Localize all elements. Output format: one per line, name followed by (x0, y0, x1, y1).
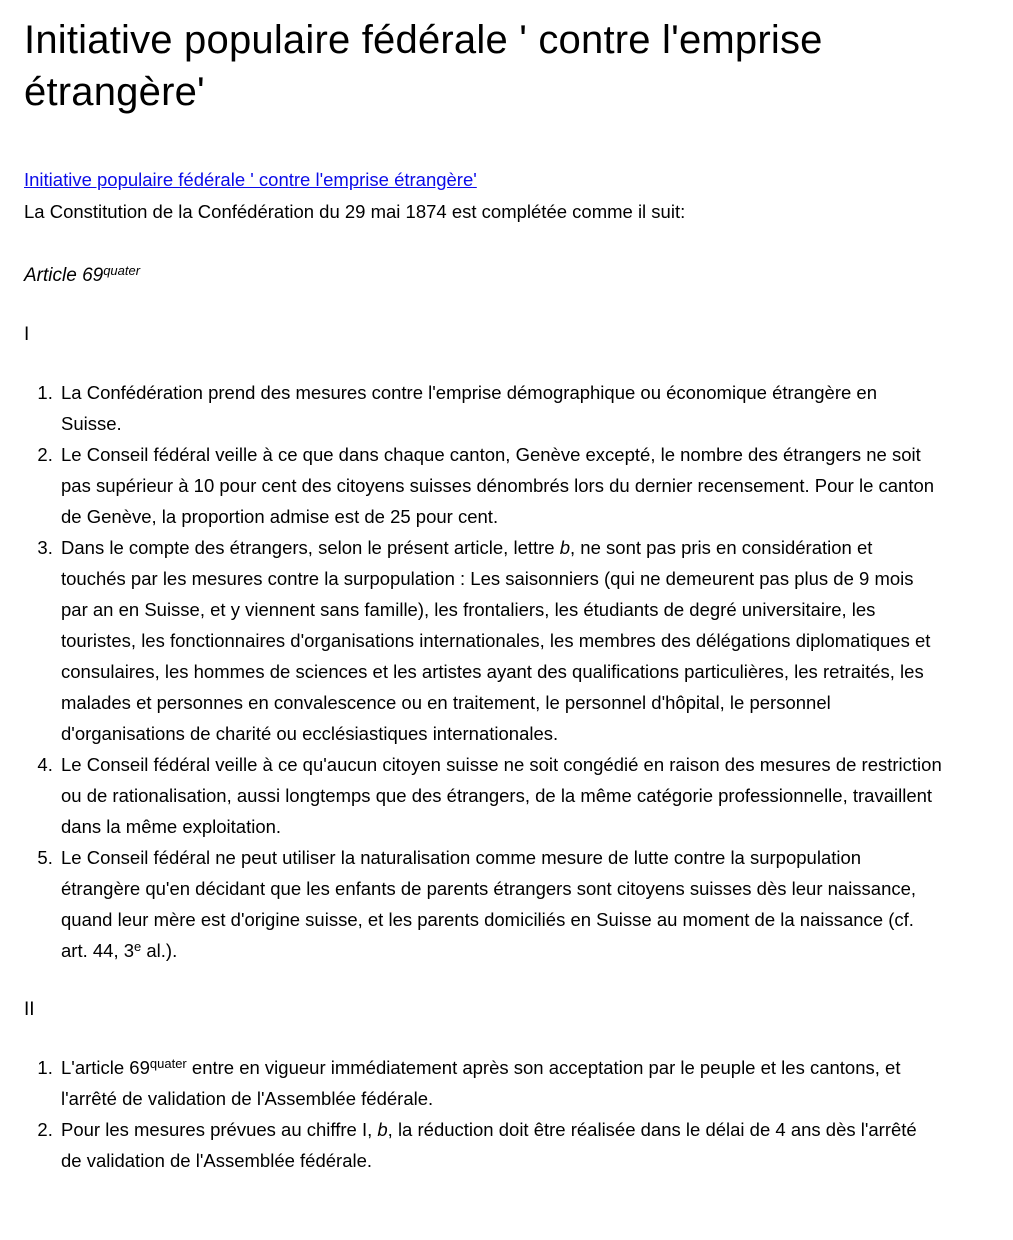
list-item-text: Le Conseil fédéral ne peut utiliser la naturalisation comme mesure de lutte contre la surpopulation étrangère qu'en décidant que les enfants de parents étrangers sont citoyens suisses dès leur naissance, quand leur mère est d'origine suisse, et les parents domiciliés en Suisse au moment de la naissance (cf. art. 44, 3 (61, 847, 917, 961)
list-item-text: Pour les mesures prévues au chiffre I, (61, 1119, 378, 1140)
list-item (58, 842, 942, 966)
article-heading-base: Article 69 (24, 265, 104, 286)
list-item-text: , la réduction doit être réalisée dans le délai de 4 ans dès l'arrêté de validation de l'Assemblée fédérale. (61, 1119, 917, 1171)
section-2-label: II (24, 999, 35, 1020)
content-area (0, 14, 1013, 1206)
list-item (58, 377, 942, 439)
list-item-text: al.). (141, 940, 178, 961)
article-heading-superscript: quater (103, 263, 141, 278)
list-item-text: Le Conseil fédéral veille à ce qu'aucun citoyen suisse ne soit congédié en raison des mesures de restriction ou de rationalisation, aussi longtemps que des étrangers, de la même catégorie professionnelle, travaillent dans la même exploitation. (61, 754, 942, 837)
document-page (0, 14, 1013, 1240)
italic-letter-b: b (377, 1119, 388, 1140)
list-item (58, 532, 942, 749)
italic-letter-b: b (559, 537, 571, 558)
page-title: Initiative populaire fédérale ' contre l'emprise étrangère' (24, 18, 823, 114)
list-item (58, 749, 942, 842)
list-item-text: , ne sont pas pris en considération et touchés par les mesures contre la surpopulation : Les saisonniers (qui ne demeurent pas plus de 9 mois par an en Suisse, et y viennent sans famille), les frontaliers, les étudiants de degré universitaire, les touristes, les fonctionnaires d'organisations internationales, les membres des délégations diplomatiques et consulaires, les hommes de sciences et les artistes ayant des qualifications particulières, les retraités, les malades et personnes en convalescence ou en traitement, le personnel d'hôpital, le personnel d'organisations de charité ou ecclésiastiques internationales. (61, 537, 931, 744)
initiative-link[interactable]: Initiative populaire fédérale ' contre l'emprise étrangère' (24, 169, 477, 190)
link-row (24, 164, 969, 195)
list-item-text: Le Conseil fédéral veille à ce que dans chaque canton, Genève excepté, le nombre des étrangers ne soit pas supérieur à 10 pour cent des citoyens suisses dénombrés lors du dernier recensement. Pour le canton de Genève, la proportion admise est de 25 pour cent. (61, 444, 935, 527)
list-item-text: Dans le compte des étrangers, selon le présent article, lettre (61, 537, 560, 558)
intro-paragraph: La Constitution de la Confédération du 29 mai 1874 est complétée comme il suit: (24, 201, 686, 222)
ordinal-superscript: e (134, 939, 142, 954)
list-item (58, 1114, 942, 1176)
list-item-text: La Confédération prend des mesures contre l'emprise démographique ou économique étrangère en Suisse. (61, 382, 877, 434)
list-item-text: entre en vigueur immédiatement après son acceptation par le peuple et les cantons, et l'arrêté de validation de l'Assemblée fédérale. (61, 1057, 901, 1109)
list-item (58, 439, 942, 532)
article-heading (24, 260, 969, 291)
list-item (58, 1052, 942, 1114)
section-1-label: I (24, 324, 30, 345)
list-item-text: L'article 69 (61, 1057, 150, 1078)
section-2-list (24, 1052, 942, 1176)
article-number-superscript: quater (149, 1056, 187, 1071)
section-1-list (24, 377, 942, 966)
